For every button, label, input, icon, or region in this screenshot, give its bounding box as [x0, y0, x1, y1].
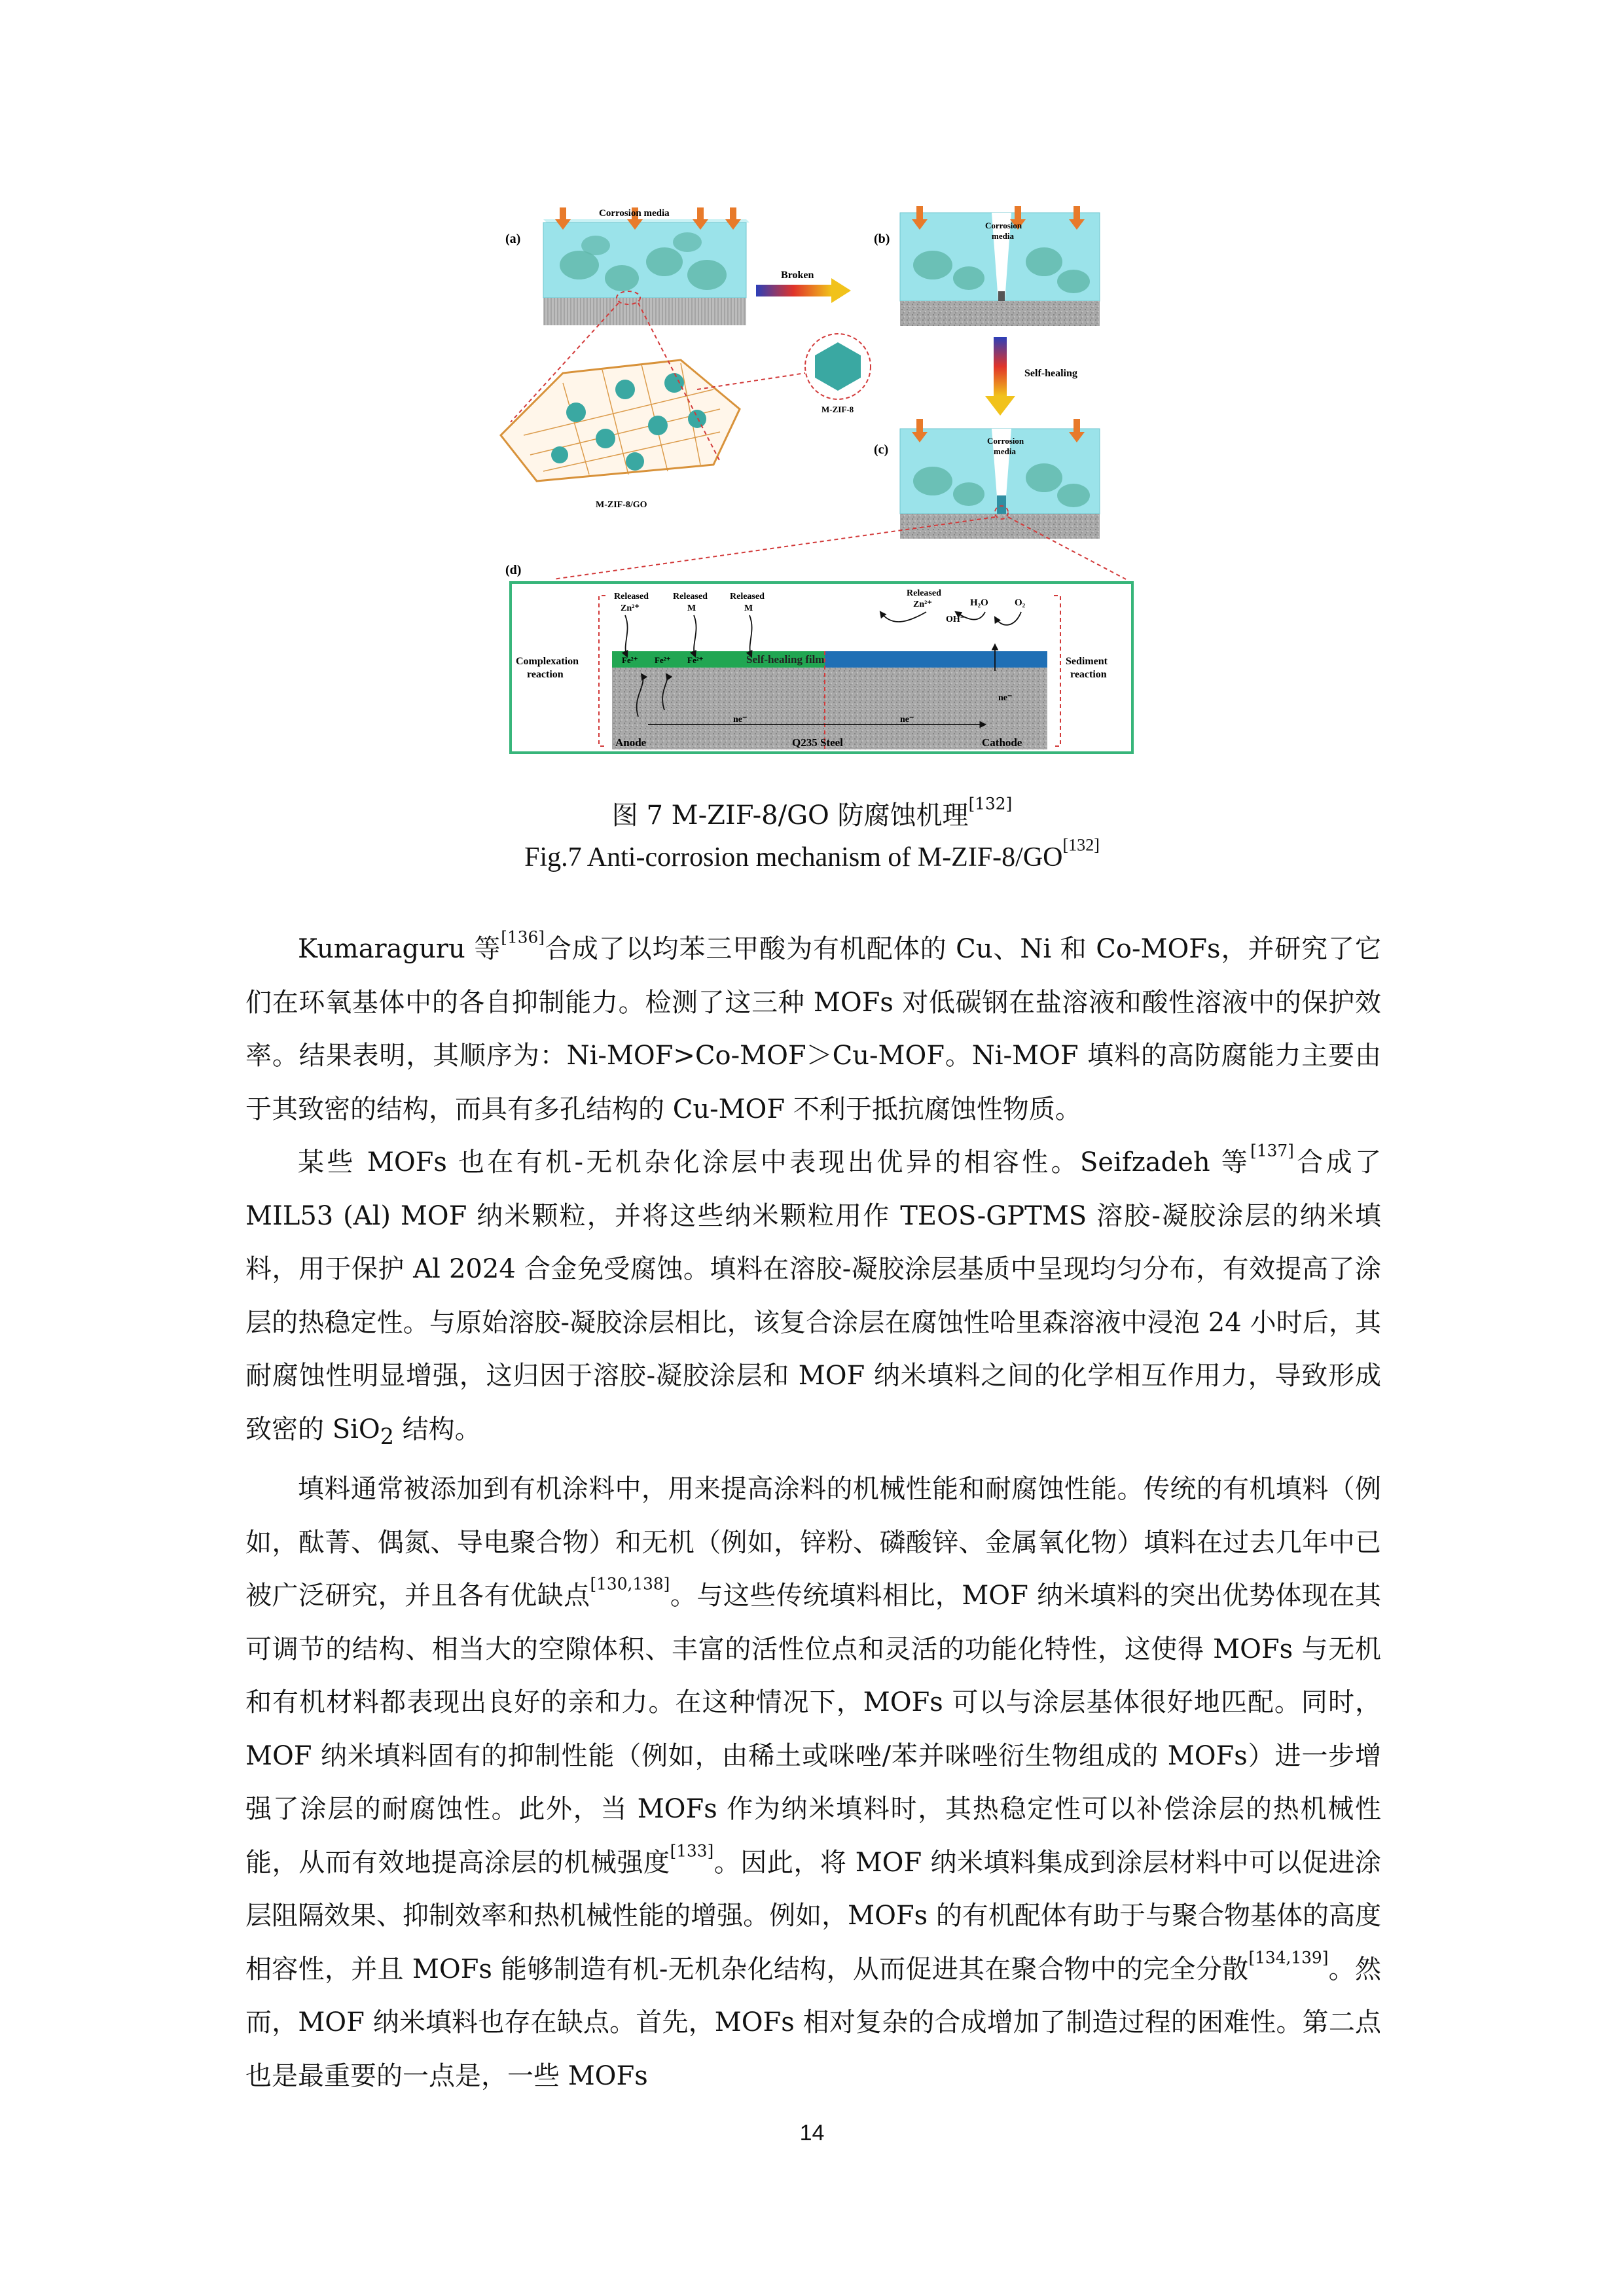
corrosion-media-label-b1: Corrosion [985, 221, 1022, 230]
sediment-label-2: reaction [1070, 669, 1107, 680]
citation-136: [136] [501, 927, 545, 947]
complexation-label-1: Complexation [516, 656, 579, 667]
released-m2-label: Released [730, 592, 765, 601]
released-zn-ion: Zn²⁺ [621, 603, 640, 613]
body-text [245, 923, 1381, 2103]
released-zn2-label: Released [907, 588, 941, 598]
self-healing-arrow [994, 337, 1007, 396]
panel-b-label: (b) [874, 232, 890, 246]
caption-zh-text: 图 7 M-ZIF-8/GO 防腐蚀机理 [611, 800, 969, 831]
anode-label: Anode [615, 736, 647, 749]
released-zn-label: Released [614, 592, 649, 601]
m-zif8-label: M-ZIF-8 [821, 404, 854, 414]
corrosion-media-label-c2: media [994, 446, 1016, 456]
paragraph-1-text-a: Kumaraguru 等 [298, 934, 501, 964]
paragraph-3-text-c: 。因此，将 MOF 纳米填料集成到涂层材料中可以促进涂层阻隔效果、抑制效率和热机械性能的增强。例如，MOFs 的有机配体有助于与聚合物基体的高度相容性，并且 MOFs 能够制造有机-无机杂化结构，从而促进其在聚合物中的完全分散 [245, 1847, 1382, 1984]
electron-label-1: ne⁻ [733, 715, 748, 725]
figure-caption-english [0, 835, 1624, 876]
sio2-subscript: 2 [380, 1423, 394, 1449]
sediment-label-1: Sediment [1066, 656, 1108, 667]
panel-d-label: (d) [505, 563, 522, 577]
corrosion-media-label-c1: Corrosion [987, 436, 1024, 446]
caption-en-text: Fig.7 Anti-corrosion mechanism of M-ZIF-8/GO [524, 842, 1063, 872]
paragraph-2 [245, 1136, 1381, 1463]
fe-ion-3: Fe²⁺ [687, 655, 704, 665]
paragraph-2-text-b: 合成了 MIL53 (Al) MOF 纳米颗粒，并将这些纳米颗粒用作 TEOS-GPTMS 溶胶-凝胶涂层的纳米填料，用于保护 Al 2024 合金免受腐蚀。填料在溶胶-凝胶涂层基质中呈现均匀分布，有效提高了涂层的热稳定性。与原始溶胶-凝胶涂层相比，该复合涂层在腐蚀性哈里森溶液中浸泡 24 小时后，其耐腐蚀性明显增强，这归因于溶胶-凝胶涂层和 MOF 纳米填料之间的化学相互作用力，导致形成致密的 SiO [245, 1147, 1382, 1444]
released-zn2-ion: Zn²⁺ [913, 600, 932, 609]
figure-caption-chinese [0, 794, 1624, 834]
electron-label-3: ne⁻ [998, 693, 1013, 703]
self-healing-label: Self-healing [1024, 368, 1077, 379]
q235-steel-label: Q235 Steel [792, 736, 843, 749]
complexation-label-2: reaction [527, 669, 564, 680]
paragraph-2-text-a: 某些 MOFs 也在有机-无机杂化涂层中表现出优异的相容性。Seifzadeh 等 [298, 1147, 1251, 1177]
corrosion-media-label-a: Corrosion media [599, 208, 670, 219]
caption-zh-reference: [132] [968, 794, 1013, 814]
paragraph-2-text-c: 结构。 [393, 1414, 481, 1444]
caption-en-reference: [132] [1062, 835, 1100, 855]
oh-label: OH⁻ [946, 615, 965, 624]
paragraph-3 [245, 1463, 1381, 2103]
fe-ion-2: Fe²⁺ [655, 655, 671, 665]
panel-a-label: (a) [505, 232, 521, 246]
broken-arrow [756, 285, 831, 296]
citation-133: [133] [670, 1841, 714, 1861]
paragraph-1 [245, 923, 1381, 1136]
citation-134-139: [134,139] [1248, 1948, 1329, 1967]
film-blue-segment [825, 651, 1047, 668]
paragraph-1-text-b: 合成了以均苯三甲酸为有机配体的 Cu、Ni 和 Co-MOFs，并研究了它们在环氧基体中的各自抑制能力。检测了这三种 MOFs 对低碳钢在盐溶液和酸性溶液中的保护效率。结果表明，其顺序为：Ni-MOF>Co-MOF＞Cu-MOF。Ni-MOF 填料的高防腐能力主要由于其致密的结构，而具有多孔结构的 Cu-MOF 不利于抵抗腐蚀性物质。 [245, 934, 1381, 1124]
citation-137: [137] [1250, 1141, 1294, 1160]
electron-label-2: ne⁻ [900, 715, 914, 725]
paragraph-3-text-d: 。然而，MOF 纳米填料也存在缺点。首先，MOFs 相对复杂的合成增加了制造过程的困难性。第二点也是最重要的一点是，一些 MOFs [245, 1954, 1381, 2091]
released-m1-label: Released [673, 592, 708, 601]
h2o-label: H₂O [970, 598, 988, 608]
broken-label: Broken [781, 270, 814, 281]
paragraph-3-text-b: 。与这些传统填料相比，MOF 纳米填料的突出优势体现在其可调节的结构、相当大的空隙体积、丰富的活性位点和灵活的功能化特性，这使得 MOFs 与无机和有机材料都表现出良好的亲和力。在这种情况下，MOFs 可以与涂层基体很好地匹配。同时，MOF 纳米填料固有的抑制性能（例如，由稀土或咪唑/苯并咪唑衍生物组成的 MOFs）进一步增强了涂层的耐腐蚀性。此外，当 MOFs 作为纳米填料时，其热稳定性可以补偿涂层的热机械性能，从而有效地提高涂层的机械强度 [245, 1581, 1382, 1878]
go-sheet [501, 360, 740, 481]
panel-c-label: (c) [874, 442, 889, 457]
paragraph-3-text-a: 填料通常被添加到有机涂料中，用来提高涂料的机械性能和耐腐蚀性能。传统的有机填料（例如，酞菁、偶氮、导电聚合物）和无机（例如，锌粉、磷酸锌、金属氧化物）填料在过去几年中已被广泛研究，并且各有优缺点 [245, 1474, 1381, 1611]
corrosion-media-label-b2: media [992, 231, 1014, 241]
fe-ion-1: Fe²⁺ [622, 655, 638, 665]
released-m2-symbol: M [744, 603, 753, 613]
m-zif8-go-label: M-ZIF-8/GO [596, 500, 647, 510]
released-m1-symbol: M [687, 603, 696, 613]
panel-a-block [543, 207, 749, 325]
self-healing-film-label: Self-healing film [746, 653, 825, 666]
citation-130-138: [130,138] [590, 1574, 670, 1594]
page-number: 14 [799, 2121, 825, 2145]
cathode-label: Cathode [982, 736, 1022, 749]
o2-label: O₂ [1015, 598, 1026, 608]
corrosion-mechanism-figure [497, 193, 1139, 785]
